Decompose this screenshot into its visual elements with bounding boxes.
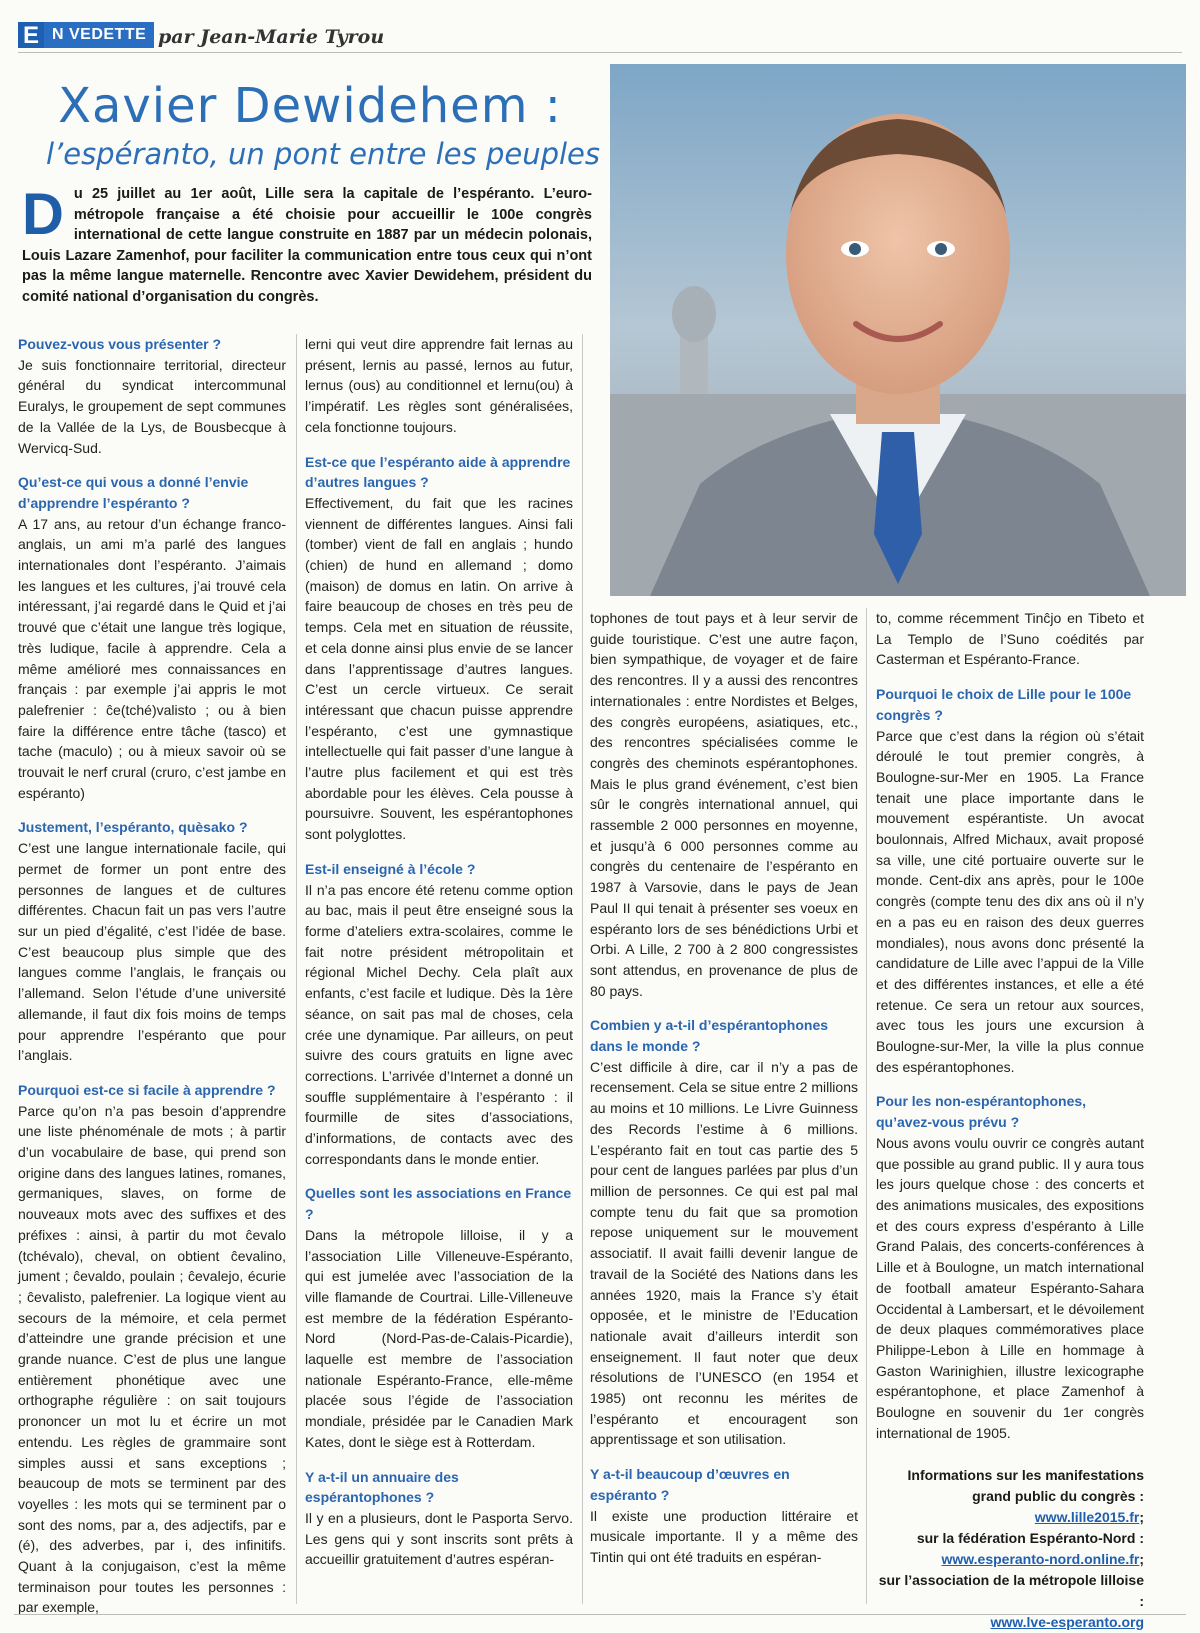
answer-paragraph: tophones de tout pays et à leur servir de guide touristique. C’est une autre façon, bien sympathique, de voyager et de faire des rencontres. Il y a aussi des rencontres internationales : entre Nordistes et Belges, des congrès européens, asiatiques, etc., des rencontres spécialisées comme le congrès des cheminots espérantophones. Mais le plus grand événement, c’est bien sûr le congrès international annuel, qui rassemble 2 000 personnes en moyenne, et jusqu’à 6 000 personnes comme au congrès du centenaire de l’espéranto en 1987 à Varsovie, dans le pays de Jean Paul II qui tenait à présenter ses voeux en espéranto lors de ses bénédictions Urbi et Orbi. A Lille, 2 700 à 2 800 congressistes sont attendus, en provenance de plus de 80 pays. (590, 610, 858, 999)
intro-dropcap: D (22, 182, 64, 247)
byline: par Jean-Marie Tyrou (158, 26, 385, 48)
section-tag-label: N VEDETTE (44, 22, 154, 48)
question-heading: Est-il enseigné à l’école ? (305, 860, 476, 877)
answer-paragraph: lerni qui veut dire apprendre fait lernas au présent, lernis au passé, lernos au futur, lernus (ous) au conditionnel et lernu(ou) à l’impératif. Les règles sont généralisées, cela fonctionne toujours. (305, 336, 573, 435)
answer-paragraph: C’est difficile à dire, car il n’y a pas de recensement. Cela se situe entre 2 millions au moins et 10 millions. Le Livre Guinness des Records l’estime à 6 millions. L’espéranto fait en tout cas partie des 5 pour cent de langues parlées par plus d’un million de personnes. Ce qui est pal mal compte tenu du fait que sa promotion repose uniquement sur le mouvement associatif. Il avait failli devenir langue de travail de la Société des Nations dans les années 1920, mais la France s’y était opposée, et le ministre de l’Education nationale avait d’ailleurs interdit son enseignement. Il faut noter que deux résolutions de l’UNESCO (en 1954 et 1985) ont reconnu les mérites de l’espéranto et encouragent son apprentissage et son utilisation. (590, 1058, 858, 1448)
question-heading: Pouvez-vous vous présenter ? (18, 336, 222, 352)
question-heading: Est-ce que l’espéranto aide à apprendre d’autres langues ? (305, 453, 571, 491)
column-divider (296, 334, 297, 1604)
question-heading: Qu’est-ce qui vous a donné l’envie d’apprendre l’espéranto ? (18, 474, 249, 511)
answer-paragraph: Effectivement, du fait que les racines viennent de différentes langues. Ainsi fali (tomber) vient de fall en anglais ; hundo (chien) de hund en allemand ; domo (maison) de domus en latin. On arrive à faire beaucoup de choses en très peu de temps. Cela met en situation de réussite, et cela donne ainsi plus envie de se lancer dans l’apprentissage d’autres langues. C’est un cercle virtueux. Ce serait intéressant que chacun puisse apprendre l’espéranto, c’est une gymnastique intellectuelle qui fait passer d’une langue à l’autre plus facilement et qui est très abordable pour les élèves. Cela pousse à poursuivre. Souvent, les espérantophones sont polyglottes. (305, 494, 573, 843)
article-intro (22, 184, 592, 307)
header-divider (18, 52, 1182, 53)
article-column-2 (305, 334, 573, 1570)
answer-paragraph: Il existe une production littéraire et musicale importante. Il y a même des Tintin qui ont été traduits en espéran- (590, 1507, 858, 1565)
section-tag (18, 22, 154, 48)
column-divider (866, 608, 867, 1604)
answer-paragraph: Il y en a plusieurs, dont le Pasporta Servo. Les gens qui y sont inscrits sont prêts à accueillir gratuitement d’autres espéran- (305, 1509, 573, 1568)
link-lille2015[interactable]: www.lille2015.fr (1034, 1509, 1140, 1526)
portrait-illustration (610, 64, 1186, 596)
article-column-3 (590, 608, 858, 1568)
info-punct: ; (1139, 1509, 1144, 1526)
answer-paragraph: C’est une langue internationale facile, qui permet de former un pont entre des personnes de langues et de cultures différentes. Chacun fait un pas vers l’autre sur un pied d’égalité, c’est l’idée de base. C’est beaucoup plus simple que des langues comme l’anglais, le français ou l’allemand. Selon l’étude d’une université allemande, il faut dix fois moins de temps pour apprendre l’espéranto que pour l’anglais. (18, 840, 286, 1064)
link-lve-esperanto[interactable]: www.lve-esperanto.org (990, 1614, 1144, 1631)
answer-paragraph: Nous avons voulu ouvrir ce congrès autant que possible au grand public. Il y aura tous les jours quelque chose : des concerts et des animations musicales, des expositions et des cours express d’espéranto à Lille Grand Palais, des concerts-conférences à Lille et à Boulogne, un match international de football amateur Espéranto-Sahara Occidental à Lambersart, et le dévoilement de deux plaques commémoratives place Philippe-Lebon à Lille en hommage à Gaston Warinighien, illustre lexicographe espérantophone, et place Zamenhof à Boulogne en souvenir du 1er congrès international de 1905. (876, 1134, 1144, 1441)
question-heading: Pour les non-espérantophones, qu’avez-vous prévu ? (876, 1093, 1087, 1131)
question-heading: Quelles sont les associations en France ? (305, 1185, 572, 1223)
section-tag-initial: E (18, 22, 44, 48)
info-punct: ; (1139, 1551, 1144, 1568)
answer-paragraph: to, comme récemment Tinĉjo en Tibeto et La Templo de l’Suno coédités par Casterman et Espéranto-France. (876, 610, 1144, 668)
question-heading: Justement, l’espéranto, quèsako ? (18, 819, 248, 836)
answer-paragraph: A 17 ans, au retour d’un échange franco-anglais, un ami m’a parlé des langues internationales dont l’espéranto. J’aimais les langues et les cultures, j’ai trouvé cela intéressant, j’ai regardé dans le Quid et j’ai trouvé que c’était une langue très logique, très ludique, facile à apprendre. Cela a même amélioré mes connaissances en français : par exemple j’ai appris le mot palefrenier : ĉe(tché)valisto ; ou à bien faire la différence entre tâche (tasco) et tache (maculo) ; ou à mieux savoir où se trouvait le nerf crural (cruro, c’est jambe en espéranto) (18, 515, 286, 801)
article-subtitle: l’espéranto, un pont entre les peuples (45, 137, 600, 171)
answer-paragraph: Je suis fonctionnaire territorial, directeur général du syndicat intercommunal Euralys, le groupement de sept communes de la Vallée de la Lys, de Bousbecque à Wervicq-Sud. (18, 356, 286, 456)
article-column-4 (876, 608, 1144, 1633)
question-heading: Y a-t-il un annuaire des espérantophones ? (305, 1468, 459, 1506)
header-bar (0, 0, 1200, 56)
link-esperanto-nord[interactable]: www.esperanto-nord.online.fr (941, 1551, 1140, 1568)
info-text: sur l’association de la métropole lilloise : (878, 1572, 1144, 1610)
question-heading: Pourquoi est-ce si facile à apprendre ? (18, 1081, 276, 1098)
column-divider (582, 334, 583, 1604)
info-text: Informations sur les manifestations grand public du congrès : (907, 1467, 1144, 1505)
question-heading: Pourquoi le choix de Lille pour le 100e congrès ? (876, 686, 1132, 723)
intro-text: u 25 juillet au 1er août, Lille sera la capitale de l’espéranto. L’euro-métropole française a été choisie pour accueillir le 100e congrès international de cette langue construite en 1887 par un médecin polonais, Louis Lazare Zamenhof, pour faciliter la communication entre tous ceux qui n’ont pas la même langue maternelle. Rencontre avec Xavier Dewidehem, président du comité national d’organisation du congrès. (22, 186, 592, 305)
portrait-photo (610, 64, 1186, 596)
footer-divider (14, 1614, 1186, 1615)
question-heading: Combien y a-t-il d’espérantophones dans le monde ? (590, 1017, 829, 1055)
question-heading: Y a-t-il beaucoup d’œuvres en espéranto ? (590, 1466, 790, 1503)
article-title: Xavier Dewidehem : (58, 78, 562, 134)
info-text: sur la fédération Espéranto-Nord : (916, 1530, 1144, 1547)
answer-paragraph: Parce que c’est dans la région où s’était déroulé le tout premier congrès, à Boulogne-sur-Mer en 1905. La France tenait une place importante dans le mouvement espérantiste. Un avocat boulonnais, Alfred Michaux, avait proposé sa ville, une cité portuaire ouverte sur le monde. Cent-dix ans après, pour le 100e congrès (compte tenu des dix ans où il n’y en a pas eu en raison des deux guerres mondiales), nous avons donc présenté la candidature de Lille avec l’appui de la Ville et des différentes instances, et elle a été retenue. Ce sera un retour aux sources, avec tous les jours une excursion à Boulogne-sur-Mer, la ville la plus connue des espérantophones. (876, 727, 1144, 1075)
answer-paragraph: Parce qu’on n’a pas besoin d’apprendre une liste phénoménale de mots ; à partir d’un vocabulaire de base, qui prend son origine dans des langues latines, romanes, germaniques, slaves, on forme de nouveaux mots avec des suffixes et des préfixes : ainsi, à partir du mot ĉevalo (tchévalo), cheval, on obtient ĉevalino, jument ; ĉevaldo, poulain ; ĉevalejo, écurie ; ĉevalisto, palefrenier. La logique vient au secours de la mémoire, et cela permet d’atteindre une grande précision et une grande nuance. C’est de plus une langue entièrement phonétique avec une orthographe régulière : on sait toujours prononcer un mot lu et écrire un mot entendu. Les règles de grammaire sont simples aussi et sans exceptions ; beaucoup de mots se terminent par des voyelles : les mots qui se terminent par o sont des noms, par a, des adjectifs, par e (é), des adverbes, par i, des infinitifs. Quant à la conjugaison, c’est la même terminaison pour toutes les personnes : par exemple, (18, 1102, 286, 1616)
answer-paragraph: Il n’a pas encore été retenu comme option au bac, mais il peut être enseigné sous la forme d’ateliers extra-scolaires, comme le fait notre président métropolitain et régional Michel Dechy. Cela plaît aux enfants, c’est facile et ludique. Dès la 1ère séance, on sait pas mal de choses, cela crée une dynamique. Par ailleurs, on peut suivre des cours gratuits en ligne avec corrections. L’arrivée d’Internet a donné un souffle supplémentaire à l’espéranto : il fourmille de sites d’associations, d’informations, de contacts avec des correspondants dans le monde entier. (305, 881, 573, 1167)
answer-paragraph: Dans la métropole lilloise, il y a l’association Lille Villeneuve-Espéranto, qui est jumelée avec l’association de la ville flamande de Courtrai. Lille-Villeneuve est membre de la fédération Espéranto-Nord (Nord-Pas-de-Calais-Picardie), laquelle est membre de l’association nationale Espéranto-France, elle-même placée sous l’égide de l’association mondiale, présidée par le Canadien Mark Kates, dont le siège est à Rotterdam. (305, 1226, 573, 1450)
info-box (876, 1465, 1144, 1633)
article-column-1 (18, 334, 286, 1618)
